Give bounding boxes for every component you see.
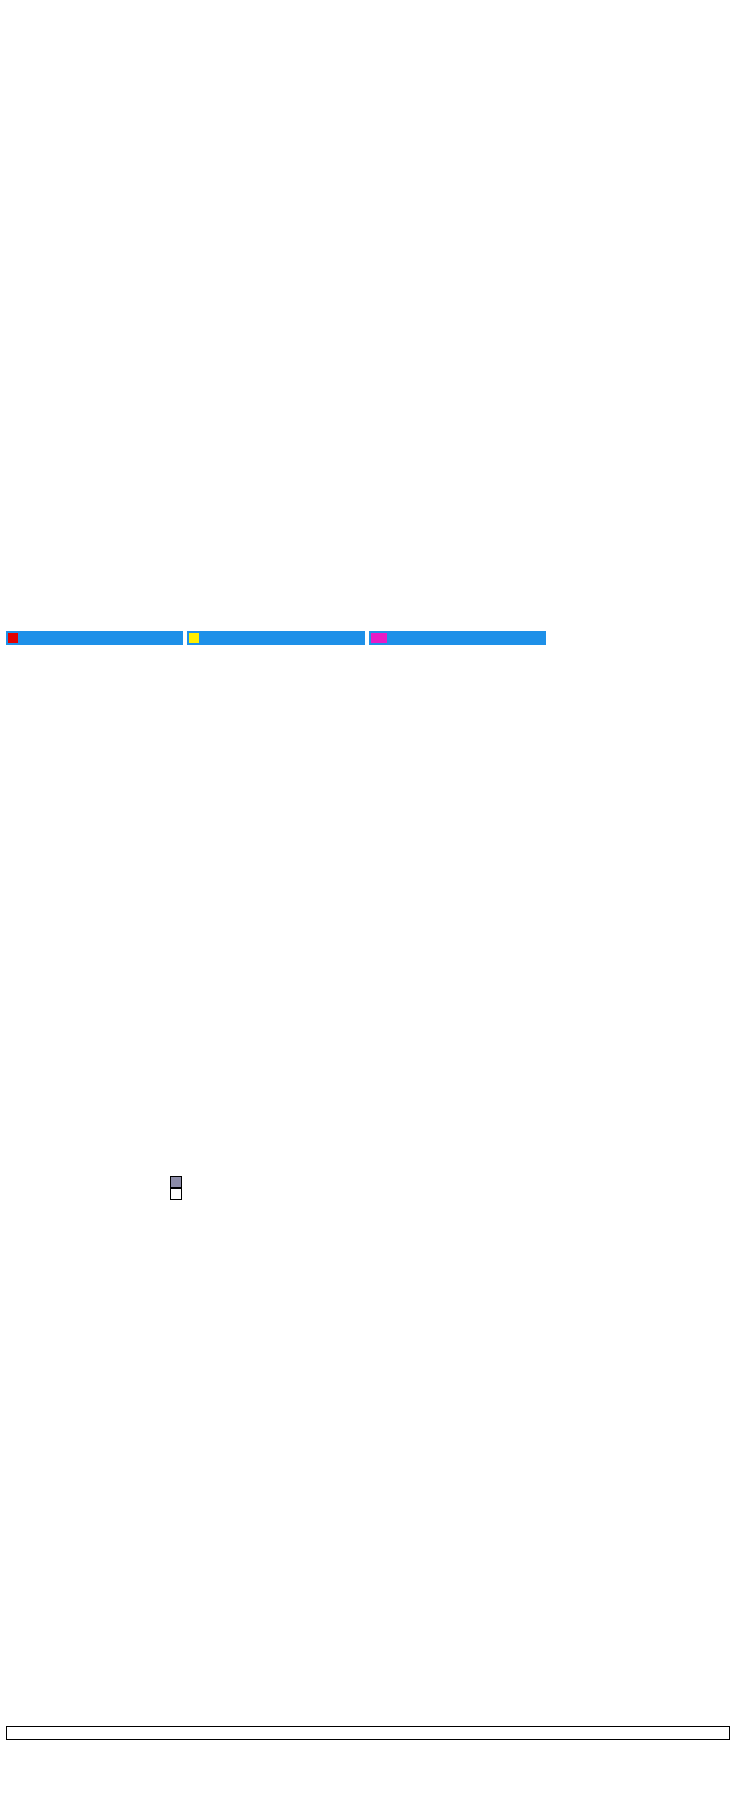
legend-swatch-yellow	[189, 633, 199, 643]
key-regional	[170, 1188, 188, 1200]
legend-national	[6, 631, 183, 645]
key-national	[170, 1176, 188, 1188]
legend-swatch-magenta	[371, 633, 387, 643]
legend-regional	[187, 631, 364, 645]
legend-traditional	[369, 631, 546, 645]
inhabiles-key	[170, 1176, 188, 1200]
canarias-note	[6, 1726, 730, 1740]
legend	[6, 631, 546, 645]
key-boxed-swatch	[170, 1188, 182, 1200]
key-gray-swatch	[170, 1176, 182, 1188]
legend-swatch-red	[8, 633, 18, 643]
